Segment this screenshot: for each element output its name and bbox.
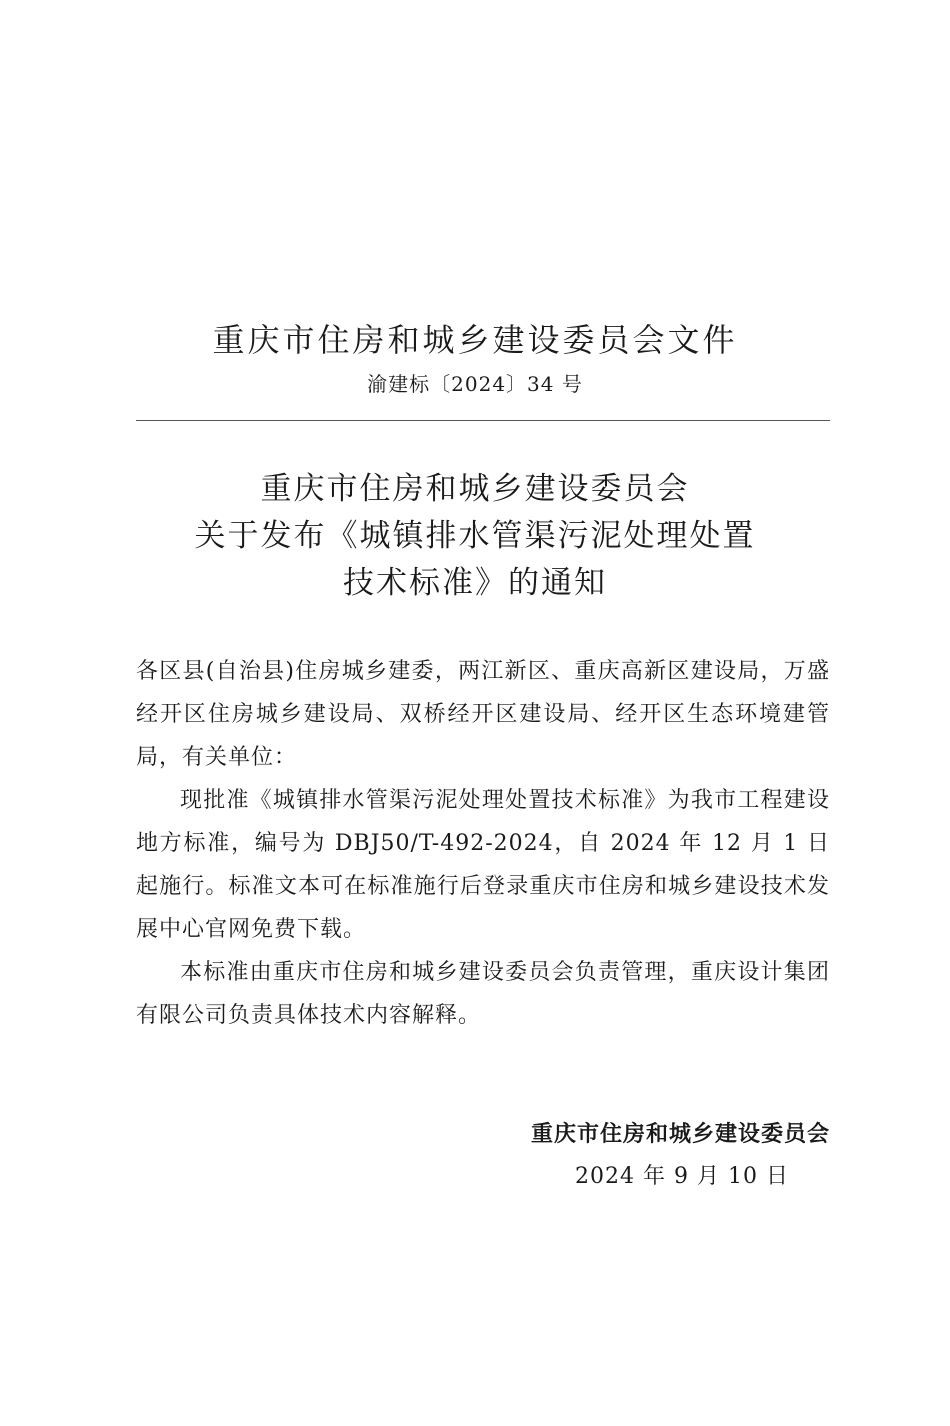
signature-date: 2024 年 9 月 10 日	[575, 1164, 789, 1189]
document-number: 渝建标〔2024〕34 号	[367, 372, 583, 396]
notice-title-line-3: 技术标准》的通知	[343, 565, 607, 601]
signature-organization: 重庆市住房和城乡建设委员会	[530, 1122, 830, 1147]
notice-title-line-2: 关于发布《城镇排水管渠污泥处理处置	[194, 518, 756, 554]
issuer-title: 重庆市住房和城乡建设委员会文件	[212, 321, 738, 359]
notice-title-line-1: 重庆市住房和城乡建设委员会	[260, 471, 690, 507]
addressees: 各区县(自治县)住房城乡建委，两江新区、重庆高新区建设局，万盛经开区住房城乡建设局、双桥经开区建设局、经开区生态环境建管局，有关单位：	[136, 659, 830, 770]
body-paragraph-approval: 现批准《城镇排水管渠污泥处理处置技术标准》为我市工程建设地方标准，编号为 DBJ50/T-492-2024，自 2024 年 12 月 1 日起施行。标准文本可在标准施行后登录重庆市住房和城乡建设技术发展中心官网免费下载。	[136, 788, 830, 942]
notice-body	[136, 650, 830, 1037]
header-divider	[136, 420, 830, 421]
body-paragraph-management: 本标准由重庆市住房和城乡建设委员会负责管理，重庆设计集团有限公司负责具体技术内容解释。	[136, 960, 830, 1028]
notice-title	[0, 466, 950, 607]
